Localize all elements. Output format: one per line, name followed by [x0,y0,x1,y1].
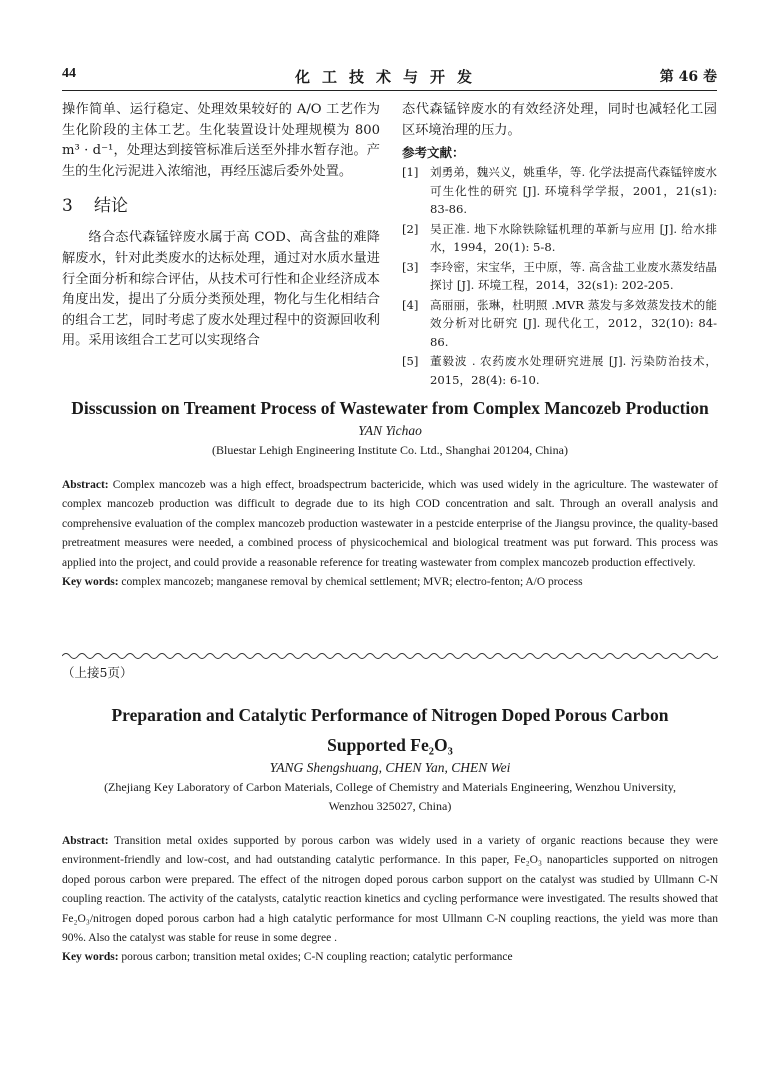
english-affiliation-line2: Wenzhou 325027, China) [328,799,452,813]
keywords-label: Key words: [62,576,119,589]
section-title: 结论 [94,196,128,217]
keywords-body: porous carbon; transition metal oxides; C-N coupling reaction; catalytic performance [121,951,513,964]
reference-item [402,352,717,389]
continued-note: （上接5页） [62,665,133,680]
header-rule [62,90,717,91]
abstract-body: Transition metal oxides supported by porous carbon was widely used in a variety of organic reactions because they were environment-friendly and low-cost, and had outstanding catalytic performance. In this paper, Fe₂O₃ nanoparticles supported on nitrogen doped porous carbon were prepared. The effect of the nitrogen doped porous carbon support on the catalyst was studied by Ullmann C-N coupling reaction. The activity of the catalysts, catalytic reaction kinetics and cycling performance were investigated. The results showed that Fe₂O₃/nitrogen doped porous carbon had a high catalytic performance for most Ullmann C-N coupling reactions, the yield was more than 90%. Also the catalyst was stable for reuse in some degree . [62,835,718,945]
reference-text: 高丽丽，张琳，杜明照 .MVR 蒸发与多效蒸发技术的能效分析对比研究 [J]. 现代化工，2012，32(10): 84-86. [430,297,717,349]
volume-label: 第 46 卷 [659,69,717,85]
english-abstract-1 [62,395,718,592]
english-affiliation: (Bluestar Lehigh Engineering Institute Co. Ltd., Shanghai 201204, China) [212,443,568,457]
abstract-text [62,476,718,573]
abstract-label: Abstract: [62,835,109,847]
reference-number: [2] [402,221,419,236]
abstract-body: Complex mancozeb was a high effect, broadspectrum bactericide, which was used widely in the agriculture. The wastewater of complex mancozeb production was difficult to degrade due to its high COD concentration and salt. Through an overall analysis and comprehensive evaluation of the complex mancozeb production wastewater in a pestcide enterprise of the Jiangsu province, the quality-based pretreatment measures were needed, a combined process of physicochemical and biological treatment was put forward. This process was applied into the project, and could provide a reasonable reference for treating wastewater from complex mancozeb production effectively. [62,479,718,569]
reference-text: 李玲密，宋宝华，王中原，等. 高含盐工业废水蒸发结晶探讨 [J]. 环境工程，2014，32(s1): 202-205. [430,259,717,293]
section-number: 3 [62,196,73,217]
body-paragraph: 态代森锰锌废水的有效经济处理，同时也减轻化工园区环境治理的压力。 [402,102,717,138]
reference-number: [3] [402,259,419,274]
reference-number: [5] [402,354,419,369]
english-authors: YANG Shengshuang, CHEN Yan, CHEN Wei [269,760,511,775]
reference-text: 刘勇弟，魏兴义，姚重华，等. 化学法提高代森锰锌废水可生化性的研究 [J]. 环境科学学报，2001，21(s1): 83-86. [430,165,717,217]
reference-text: 吴正准. 地下水除铁除锰机理的革新与应用 [J]. 给水排水，1994，20(1): 5-8. [430,221,717,255]
left-column [62,100,380,352]
reference-number: [1] [402,165,419,180]
abstract-label: Abstract: [62,479,109,491]
english-author: YAN Yichao [358,423,422,438]
keywords-body: complex mancozeb; manganese removal by chemical settlement; MVR; electro-fenton; A/O process [121,576,583,589]
references-heading: 参考文献： [402,145,465,161]
keywords [62,573,718,592]
keywords-label: Key words: [62,951,119,964]
reference-number: [4] [402,297,419,312]
body-paragraph: 络合态代森锰锌废水属于高 COD、高含盐的难降解废水，针对此类废水的达标处理，通过对水质水量进行全面分析和综合评估，从技术可行性和企业经济成本角度出发，提出了分质分类预处理，物化与生化相结合的组合工艺，同时考虑了废水处理过程中的资源回收利用。采用该组合工艺可以实现络合 [62,230,380,349]
english-title-line1: Preparation and Catalytic Performance of Nitrogen Doped Porous Carbon [111,705,669,725]
english-title-line2: Supported Fe₂O₃ [327,735,453,755]
reference-item [402,296,717,352]
reference-list [402,163,717,389]
reference-item [402,220,717,257]
english-affiliation-line1: (Zhejiang Key Laboratory of Carbon Materials, College of Chemistry and Materials Engineering, Wenzhou University, [104,780,676,794]
abstract-text [62,832,718,948]
running-header [62,66,717,88]
body-paragraph: 操作简单、运行稳定、处理效果较好的 A/O 工艺作为生化阶段的主体工艺。生化装置设计处理规模为 800 m³ · d⁻¹，处理达到接管标准后送至外排水暂存池。产生的生化污泥进入浓缩池，再经压滤后委外处置。 [62,102,380,179]
right-column [402,100,717,390]
reference-item [402,258,717,295]
page-number: 44 [62,66,76,81]
keywords [62,948,718,967]
wavy-divider [62,651,718,661]
section-heading [62,194,380,218]
journal-title: 化工技术与开发 [294,68,484,86]
english-title: Disscussion on Treament Process of Wastewater from Complex Mancozeb Production [71,398,709,418]
reference-item [402,163,717,219]
english-abstract-2 [62,702,718,967]
reference-text: 董毅波 . 农药废水处理研究进展 [J]. 污染防治技术，2015，28(4): 6-10. [430,354,717,387]
